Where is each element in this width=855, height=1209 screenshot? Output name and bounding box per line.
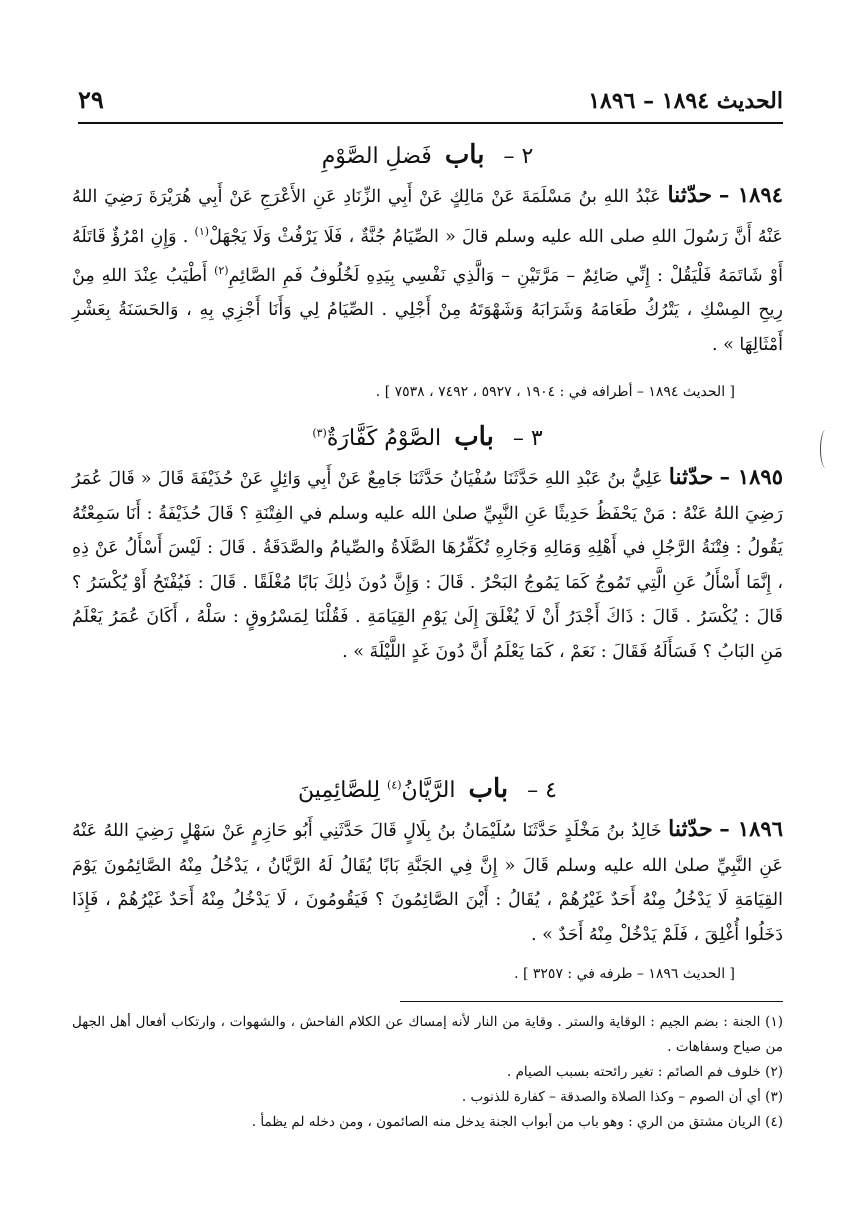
footnote-rule bbox=[400, 1001, 783, 1002]
hadith-number: ١٨٩٥ – bbox=[719, 464, 783, 489]
chapter-heading-2 bbox=[90, 140, 765, 170]
chapter-number: ٢ – bbox=[503, 144, 534, 169]
chapter-heading-3 bbox=[90, 422, 765, 452]
chapter-bab: باب bbox=[468, 774, 509, 804]
chapter-title: الرَّيَّانُ bbox=[401, 778, 456, 803]
footnote-marker-3: (٣) bbox=[312, 426, 327, 440]
footnote-4: (٤) الريان مشتق من الري : وهو باب من أبواب الجنة يدخل منه الصائمون ، ومن دخله لم يظمأ . bbox=[251, 1114, 783, 1130]
hadith-number: ١٨٩٦ – bbox=[719, 816, 783, 841]
chapter-title-continued: لِلصَّائِمِينَ bbox=[298, 778, 381, 803]
hadith-text: خَالِدُ بنُ مَخْلَدٍ حَدَّثَنَا سُلَيْمَانُ بنُ بِلَالٍ قَالَ حَدَّثَنِي أَبُو حَازِمٍ عَنْ سَهْلٍ رَضِيَ اللهُ عَنْهُ عَنِ النَّبِيِّ صلىٰ الله عليه وسلم قَالَ « إِنَّ فِي الجَنَّةِ بَابًا يُقَالُ لَهُ الرَّيَّانُ ، يَدْخُلُ مِنْهُ الصَّائِمُونَ يَوْمَ القِيَامَةِ لَا يَدْخُلُ مِنْهُ أَحَدٌ غَيْرُهُمْ ، يُقَالُ : أَيْنَ الصَّائِمُونَ ؟ فَيَقُومُونَ ، لَا يَدْخُلُ مِنْهُ أَحَدٌ غَيْرُهُمْ ، فَإِذَا دَخَلُوا أُغْلِقَ ، فَلَمْ يَدْخُلْ مِنْهُ أَحَدٌ » . bbox=[72, 821, 783, 945]
footnote-marker-2: (٢) bbox=[214, 263, 229, 277]
chapter-bab: باب bbox=[444, 140, 485, 170]
chapter-title: فَضلِ الصَّوْمِ bbox=[321, 144, 432, 169]
running-title: الحديث ١٨٩٤ – ١٨٩٦ bbox=[588, 88, 783, 114]
footnote-marker-1: (١) bbox=[194, 224, 210, 238]
chapter-title: الصَّوْمُ كَفَّارَةٌ bbox=[326, 426, 442, 451]
page-header bbox=[78, 78, 783, 114]
footnote-2: (٢) خلوف فم الصائم : تغير رائحته بسبب الصيام . bbox=[506, 1064, 783, 1080]
hadith-ref-word: حدّثنا bbox=[668, 816, 713, 842]
footnote-marker-4: (٤) bbox=[387, 778, 402, 792]
hadith-1894 bbox=[72, 178, 783, 362]
hadith-text: عَبْدُ اللهِ بنُ مَسْلَمَةَ عَنْ مَالِكٍ عَنْ أَبِي الزِّنَادِ عَنِ الأَعْرَجِ عَنْ أَبِي هُرَيْرَةَ رَضِيَ اللهُ عَنْهُ أَنَّ رَسُولَ اللهِ صلى الله عليه وسلم قالَ « الصِّيَامُ جُنَّةٌ ، فَلَا يَرْفُثْ وَلَا يَجْهَلْ bbox=[72, 187, 783, 247]
hadith-ref-word: حدّثنا bbox=[667, 182, 713, 208]
hadith-cross-reference: [ الحديث ١٨٩٦ – طرفه في : ٣٢٥٧ ] . bbox=[514, 966, 735, 982]
footnotes bbox=[72, 1010, 783, 1135]
chapter-number: ٣ – bbox=[512, 426, 543, 451]
page-edge-mark bbox=[820, 430, 831, 468]
chapter-heading-4 bbox=[90, 774, 765, 804]
footnote-3: (٣) أي أن الصوم – وكذا الصلاة والصدقة – كفارة للذنوب . bbox=[461, 1089, 783, 1105]
header-rule bbox=[78, 122, 783, 124]
hadith-ref-word: حدّثنا bbox=[668, 464, 714, 490]
hadith-text: . وَإِنِ امْرُؤٌ قَاتَلَهُ أَوْ شَاتَمَهُ فَلْيَقُلْ : إِنِّي صَائِمٌ – مَرَّتَيْنِ – وَالَّذِي نَفْسِي بِيَدِهِ لَخُلُوفُ فَمِ الصَّائِمِ bbox=[72, 226, 783, 286]
hadith-text: أَطْيَبُ عِنْدَ اللهِ مِنْ رِيحِ المِسْكِ ، يَتْرُكُ طَعَامَهُ وَشَرَابَهُ وَشَهْوَتَهُ مِنْ أَجْلِي . الصِّيَامُ لِي وَأَنَا أَجْزِي بِهِ ، وَالحَسَنَةُ بِعَشْرِ أَمْثَالِهَا » . bbox=[72, 265, 783, 355]
hadith-1895 bbox=[72, 460, 783, 669]
hadith-text: عَلِيُّ بنُ عَبْدِ اللهِ حَدَّثَنَا سُفْيَانُ حَدَّثَنَا جَامِعٌ عَنْ أَبِي وَائِلٍ عَنْ حُذَيْفَةَ قَالَ « قَالَ عُمَرُ رَضِيَ اللهُ عَنْهُ : مَنْ يَحْفَظُ حَدِيثًا عَنِ النَّبِيِّ صلىٰ الله عليه وسلم في الفِتْنَةِ ؟ قَالَ حُذَيْفَةُ : أَنَا سَمِعْتُهُ يَقُولُ : فِتْنَةُ الرَّجُلِ في أَهْلِهِ وَمَالِهِ وَجَارِهِ تُكَفِّرُهَا الصَّلَاةُ والصِّيامُ والصَّدَقَةُ . قَالَ : لَيْسَ أَسْأَلُ عَنْ ذِهِ ، إِنَّمَا أَسْأَلُ عَنِ الَّتِي تَمُوجُ كَمَا يَمُوجُ البَحْرُ . قَالَ : وَإِنَّ دُونَ ذٰلِكَ بَابًا مُغْلَقًا . قَالَ : فَيُفْتَحُ أَوْ يُكْسَرُ ؟ قَالَ : يُكْسَرُ . قَالَ : ذَاكَ أَجْدَرُ أَنْ لَا يُغْلَقَ إِلَىٰ يَوْمِ القِيَامَةِ . فَقُلْنَا لِمَسْرُوقٍ : سَلْهُ ، أَكَانَ عُمَرُ يَعْلَمُ مَنِ البَابُ ؟ فَسَأَلَهُ فَقَالَ : نَعَمْ ، كَمَا يَعْلَمُ أَنَّ دُونَ غَدٍ اللَّيْلَةَ » . bbox=[72, 469, 783, 662]
hadith-cross-reference: [ الحديث ١٨٩٤ – أطرافه في : ١٩٠٤ ، ٥٩٢٧ ، ٧٤٩٢ ، ٧٥٣٨ ] . bbox=[375, 384, 735, 400]
chapter-number: ٤ – bbox=[527, 778, 557, 803]
page-number: ٢٩ bbox=[78, 85, 104, 114]
hadith-number: ١٨٩٤ – bbox=[718, 182, 783, 207]
footnote-1: (١) الجنة : بضم الجيم : الوقاية والستر . وقاية من النار لأنه إمساك عن الكلام الفاحش ، والشهوات ، وارتكاب أفعال أهل الجهل من صياح وسفاهات . bbox=[72, 1014, 783, 1055]
chapter-bab: باب bbox=[454, 422, 494, 452]
hadith-1896 bbox=[72, 812, 783, 952]
